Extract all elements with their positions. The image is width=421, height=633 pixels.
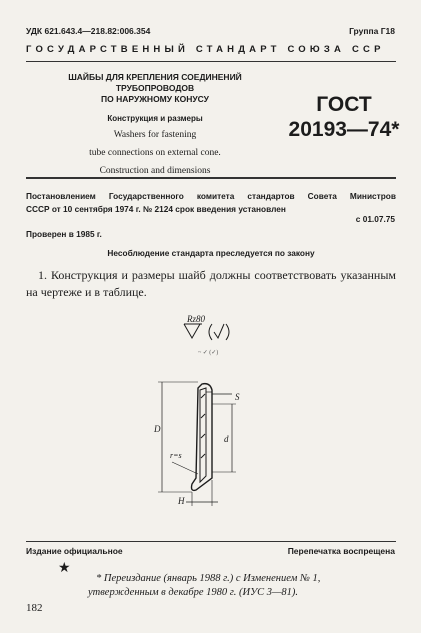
check-icon xyxy=(214,324,224,338)
title-en-line1: Washers for fastening xyxy=(113,130,197,140)
roughness-note: ~ ✓ (✓) xyxy=(198,350,219,356)
paren-right-icon xyxy=(226,324,229,340)
checked-year: Проверен в 1985 г. xyxy=(26,229,102,239)
effective-date: с 01.07.75 xyxy=(355,214,395,224)
decree-line1 xyxy=(26,190,396,203)
bottom-divider xyxy=(26,541,396,542)
title-ru-line1: ШАЙБЫ ДЛЯ КРЕПЛЕНИЯ СОЕДИНЕНИЙ xyxy=(68,72,242,82)
title-ru-line3: ПО НАРУЖНОМУ КОНУСУ xyxy=(101,94,209,104)
title-en-line2: tube connections on external cone. xyxy=(89,148,221,158)
roughness-check-icon xyxy=(184,324,200,338)
gost-designation xyxy=(288,92,400,142)
star-icon: ★ xyxy=(58,561,71,576)
decree-word: Постановлением xyxy=(26,191,96,201)
reprint-prohibited: Перепечатка воспрещена xyxy=(287,546,395,556)
hatch-line xyxy=(201,454,205,458)
official-edition: Издание официальное xyxy=(26,546,123,556)
title-block xyxy=(26,72,284,177)
decree-word: комитета xyxy=(196,191,235,201)
title-ru-subtitle: Конструкция и размеры xyxy=(107,114,203,123)
page-number: 182 xyxy=(26,602,43,614)
decree-word: Министров xyxy=(349,191,396,201)
title-ru-line2: ТРУБОПРОВОДОВ xyxy=(115,83,195,93)
body-paragraph: 1. Конструкция и размеры шайб должны соответствовать указанным на чертеже и в таблице. xyxy=(26,268,396,299)
decree-text xyxy=(26,190,396,216)
gost-number: 20193—74* xyxy=(288,118,400,141)
group-code: Группа Г18 xyxy=(349,26,395,36)
decree-word: стандартов xyxy=(247,191,295,201)
decree-line2: СССР от 10 сентября 1974 г. № 2124 срок введения установлен xyxy=(26,204,286,214)
paren-left-icon xyxy=(209,324,212,340)
top-divider xyxy=(26,61,396,62)
penalty-notice: Несоблюдение стандарта преследуется по закону xyxy=(107,248,315,258)
hatch-line xyxy=(201,434,205,438)
washer-drawing xyxy=(140,308,280,524)
dim-d-outer-label: D xyxy=(154,424,161,434)
dim-r-leader xyxy=(172,462,198,474)
state-standard-banner: ГОСУДАРСТВЕННЫЙ СТАНДАРТ СОЮЗА ССР xyxy=(26,44,385,55)
decree-word: Государственного xyxy=(108,191,184,201)
washer-section xyxy=(200,388,206,482)
decree-word: Совета xyxy=(307,191,337,201)
dim-h-label: H xyxy=(178,496,185,506)
gost-label: ГОСТ xyxy=(316,93,372,116)
dim-r-label: r=s xyxy=(170,451,182,460)
roughness-label: Rz80 xyxy=(187,314,205,324)
udk-code: УДК 621.643.4—218.82:006.354 xyxy=(26,26,151,36)
hatch-line xyxy=(201,394,205,398)
footnote: * Переиздание (январь 1988 г.) с Изменением № 1, утвержденным в декабре 1980 г. (ИУС 3—81). xyxy=(88,573,321,598)
dim-s-label: S xyxy=(235,392,240,402)
hatch-line xyxy=(201,414,205,418)
title-en-line3: Construction and dimensions xyxy=(99,166,211,176)
dim-d-inner-label: d xyxy=(224,434,229,444)
middle-divider xyxy=(26,177,396,179)
